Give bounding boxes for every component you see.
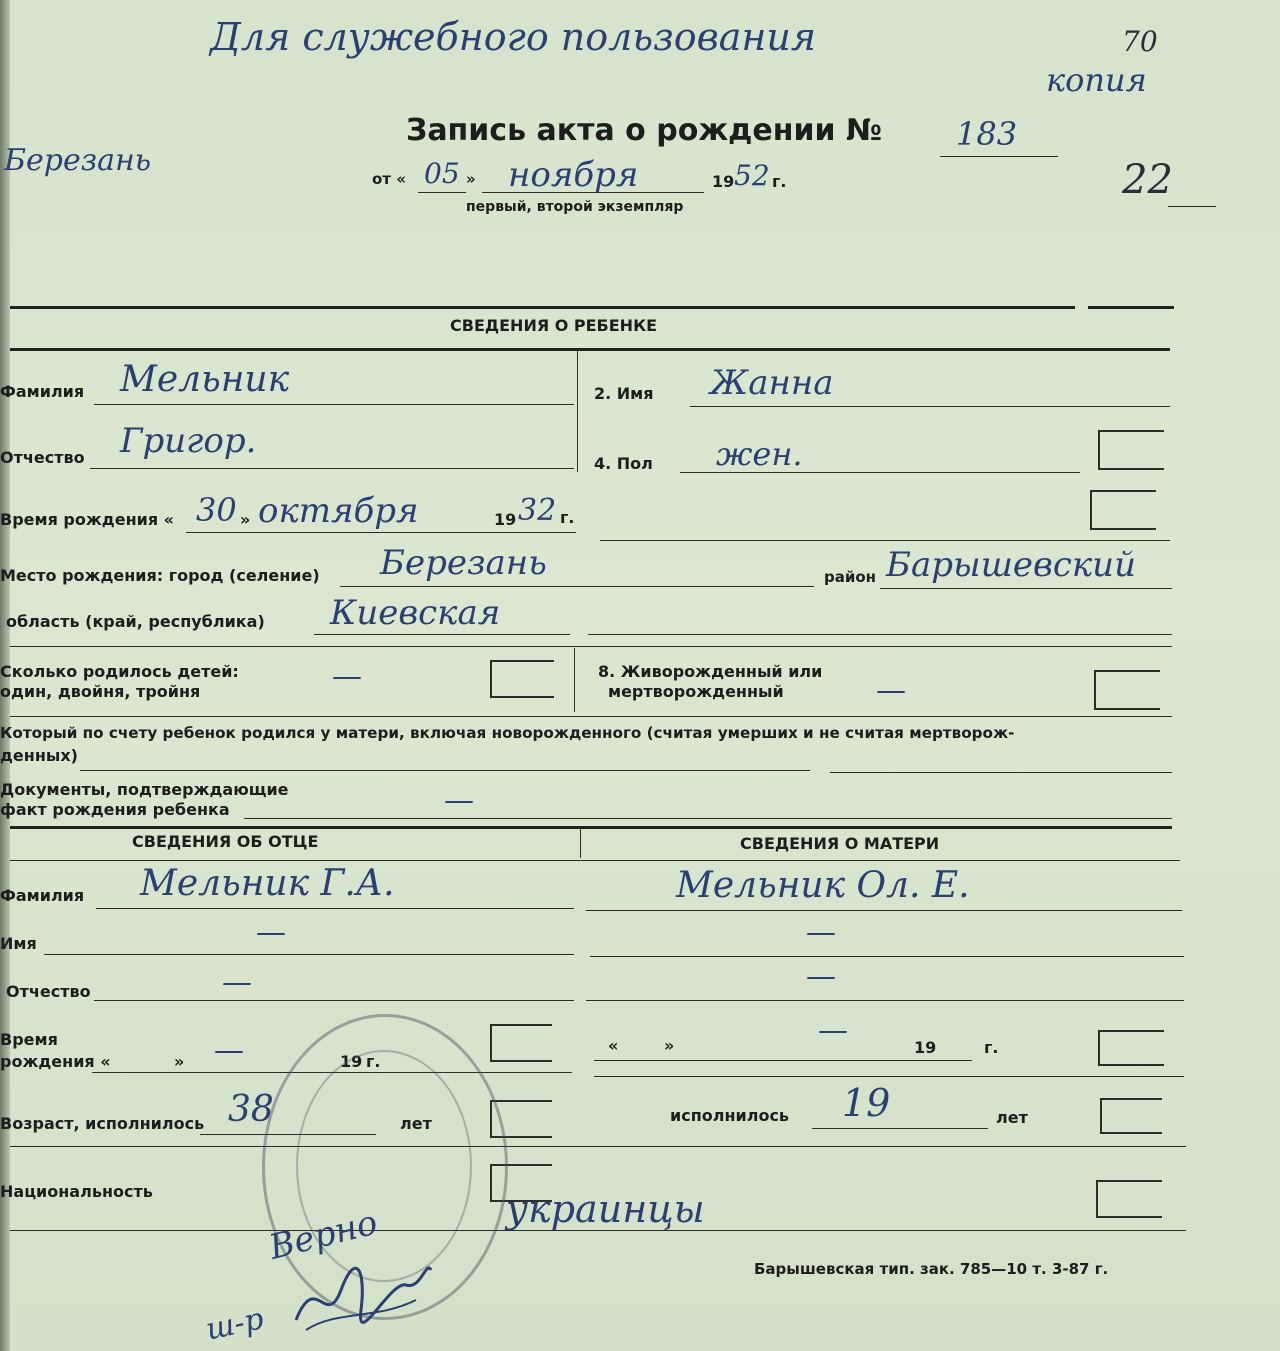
born-count-label-1: Сколько родилось детей: [0,662,239,681]
father-age-label: Возраст, исполнилось [0,1114,205,1133]
mother-age-box [1100,1098,1162,1134]
born-count-box [490,660,554,698]
father-age-unit: лет [400,1114,432,1133]
child-birth-year-g: г. [560,508,575,527]
printer-info: Барышевская тип. зак. 785—10 т. 3-87 г. [754,1260,1109,1278]
mother-age-label: исполнилось [670,1106,790,1125]
born-count: — [332,659,362,694]
docs-label-1: Документы, подтверждающие [0,780,289,799]
act-number: 183 [956,115,1018,153]
district-label: район [824,568,877,586]
father-age: 38 [228,1089,274,1130]
child-sex-label: 4. Пол [594,454,653,473]
order-label-2: денных) [0,746,78,765]
born-count-label-2: один, двойня, тройня [0,682,201,701]
mother-birth-value: — [818,1013,848,1048]
margin-note: Березань [4,143,152,178]
father-surname-label: Фамилия [0,886,85,905]
child-name: Жанна [710,363,834,403]
child-birth-year-prefix: 19 [494,510,517,529]
alive-box [1094,670,1160,710]
mother-birth-year: 19 [914,1038,937,1057]
mother-section-title: СВЕДЕНИЯ О МАТЕРИ [740,834,940,853]
father-birth-value: — [214,1033,244,1068]
alive-label-2: мертворожденный [608,682,784,701]
birthplace-label: Место рождения: город (селение) [0,566,320,585]
district: Барышевский [886,545,1136,585]
handwritten-top-note: Для служебного пользования [210,15,817,59]
alive-label-1: 8. Живорожденный или [598,662,823,681]
child-sex-box [1098,430,1164,470]
child-patronymic: Григор. [120,421,257,461]
date-from-label: от « [372,170,406,188]
child-surname-label: Фамилия [0,382,85,401]
record-year: 52 [734,159,770,192]
father-section-title: СВЕДЕНИЯ ОБ ОТЦЕ [132,832,319,851]
region-label: область (край, республика) [6,612,265,631]
child-patronymic-label: Отчество [0,448,85,467]
mother-nationality: украинцы [506,1187,705,1231]
signature-prefix: ш-р [202,1301,267,1348]
record-year-g: г. [772,172,787,191]
record-day-close: » [466,170,476,188]
child-section-title: СВЕДЕНИЯ О РЕБЕНКЕ [450,316,658,335]
father-birth-sep: » [174,1052,185,1071]
margin-number: 22 [1122,157,1173,203]
archive-number: 70 [1122,25,1158,58]
child-birth-sep: » [240,510,251,529]
copy-label: первый, второй экземпляр [466,199,684,215]
father-patronymic: — [222,965,252,1000]
docs-value: — [444,783,474,818]
mother-age: 19 [842,1081,891,1125]
mother-age-unit: лет [996,1108,1028,1127]
record-day: 05 [424,157,460,190]
child-birth-box [1090,490,1156,530]
mother-patronymic: — [806,959,836,994]
father-surname: Мельник Г.А. [140,863,395,904]
alive-value: — [876,673,906,708]
copy-mark: копия [1046,61,1147,99]
region: Киевская [330,593,501,633]
father-birth-year-g: г. [366,1052,381,1071]
child-birth-time-label: Время рождения « [0,510,175,529]
father-birth-box [490,1024,552,1062]
child-sex: жен. [716,435,803,473]
father-patronymic-label: Отчество [6,982,91,1001]
child-birth-day: 30 [196,491,237,529]
child-surname: Мельник [120,359,290,400]
child-name-label: 2. Имя [594,384,654,403]
mother-nationality-box [1096,1180,1162,1218]
birthplace: Березань [380,543,547,583]
father-nationality-label: Национальность [0,1182,153,1201]
docs-label-2: факт рождения ребенка [0,800,230,819]
father-birth-label-1: Время [0,1030,58,1049]
mother-name: — [806,915,836,950]
document-title: Запись акта о рождении № [406,113,883,148]
verified-note: Верно [265,1202,382,1268]
father-name-label: Имя [0,934,37,953]
child-birth-year: 32 [518,493,557,528]
father-birth-label-2: рождения « [0,1052,111,1071]
child-birth-month: октября [258,491,419,531]
order-label-1: Который по счету ребенок родился у матери, включая новорожденного (считая умерших и не считая мертворож- [0,724,1015,742]
mother-birth-sep: » [664,1036,675,1055]
father-name: — [256,915,286,950]
father-birth-year: 19 [340,1052,363,1071]
record-year-prefix: 19 [712,172,735,191]
signature [286,1250,436,1340]
mother-birth-open: « [608,1036,619,1055]
mother-birth-box [1098,1030,1164,1066]
mother-surname: Мельник Ол. Е. [676,865,970,906]
record-month: ноября [508,155,639,195]
mother-birth-year-g: г. [984,1038,999,1057]
